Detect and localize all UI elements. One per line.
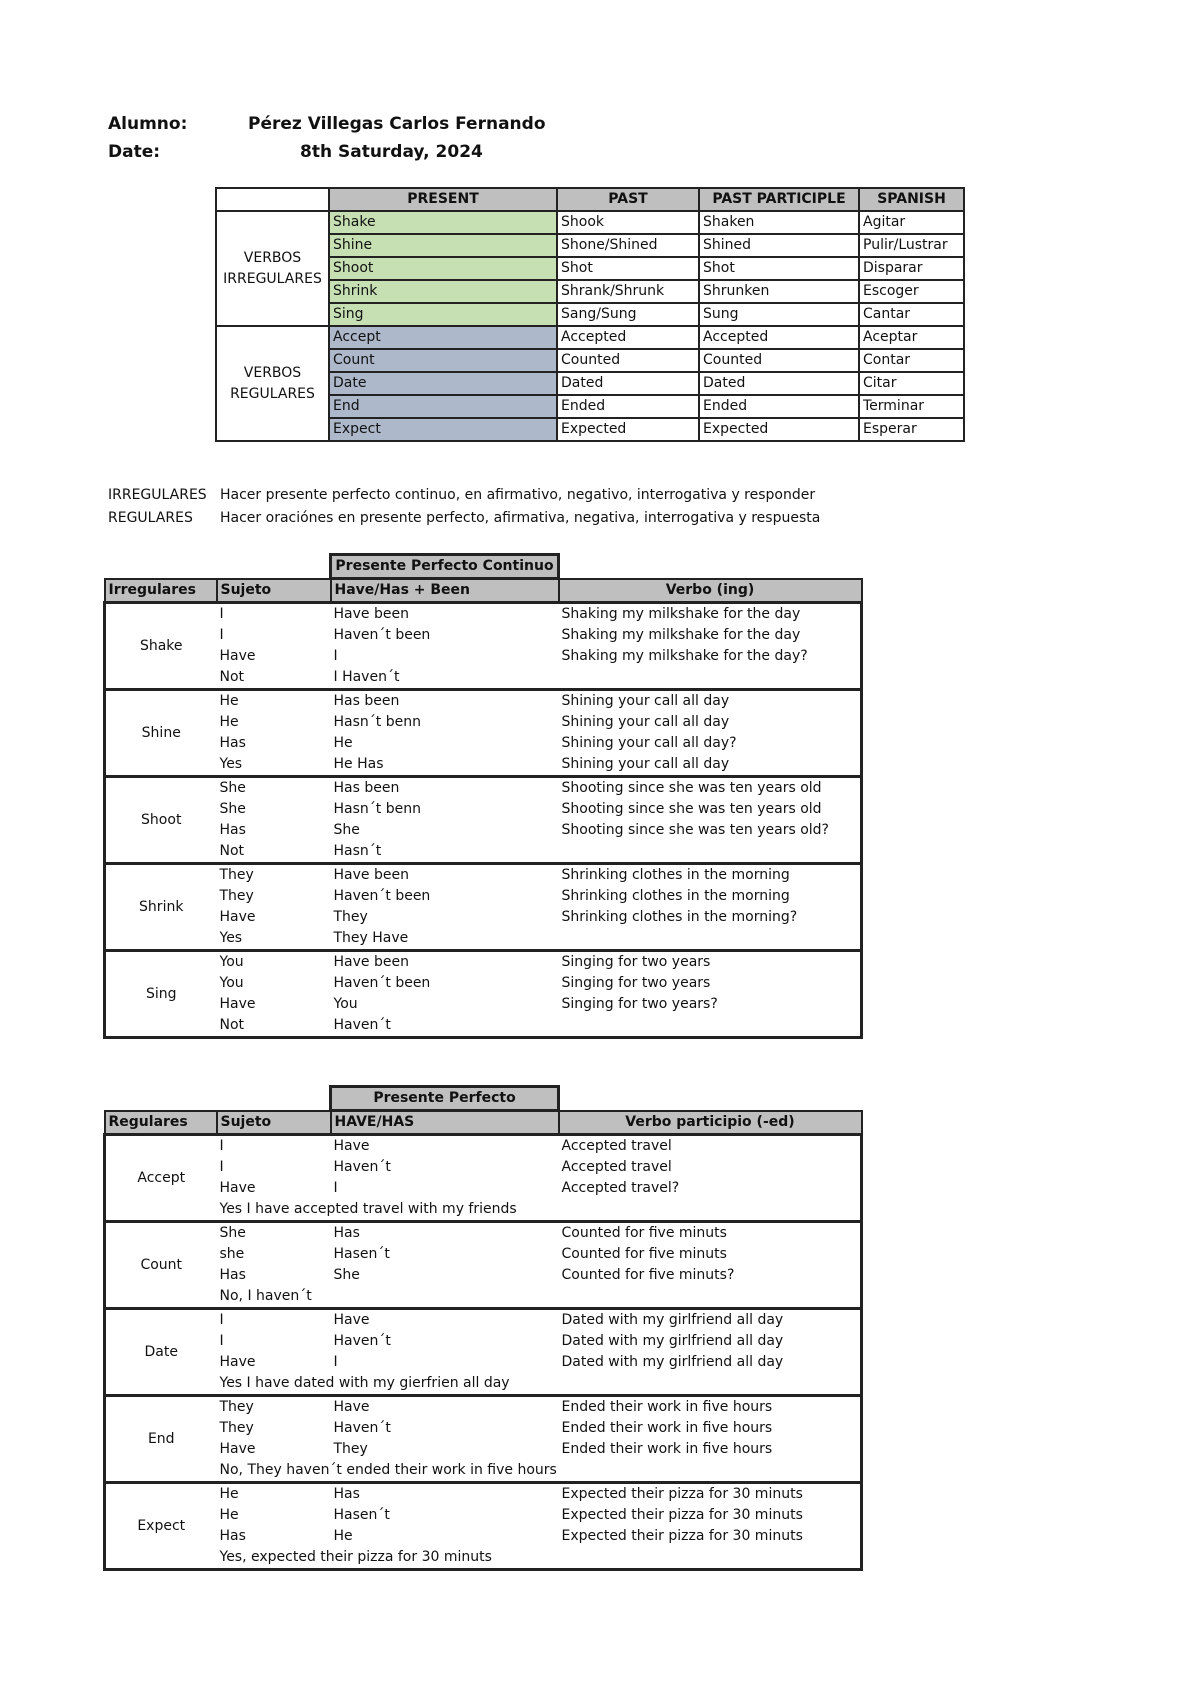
table-row	[105, 973, 862, 994]
table-row	[105, 754, 862, 777]
table-row	[105, 1526, 862, 1547]
header-row	[105, 579, 862, 603]
auxiliary-cell: You	[333, 996, 358, 1012]
table-row	[105, 1157, 862, 1178]
verb-present: Shoot	[329, 257, 557, 280]
subject-cell: Has	[219, 1528, 246, 1544]
verb-group-label: VERBOS IRREGULARES	[216, 211, 329, 326]
verb-phrase-cell: Expected their pizza for 30 minuts	[561, 1507, 803, 1523]
auxiliary-cell: I	[333, 1180, 338, 1196]
subject-cell: She	[219, 801, 246, 817]
answer-row	[105, 1373, 862, 1396]
table-row	[105, 733, 862, 754]
verb-phrase-cell: Shining your call all day	[561, 756, 730, 772]
present-perfect-table	[103, 1085, 863, 1571]
subject-cell: she	[219, 1246, 245, 1262]
auxiliary-cell: He	[333, 735, 353, 751]
verb-form: Contar	[859, 349, 964, 372]
subject-cell: Have	[219, 1441, 256, 1457]
table-row	[105, 1265, 862, 1286]
answer-row	[105, 1286, 862, 1309]
verb-form: Citar	[859, 372, 964, 395]
verb-table-corner	[216, 188, 329, 211]
table-row	[105, 1244, 862, 1265]
column-header: Have/Has + Been	[331, 579, 559, 603]
table-row	[105, 712, 862, 733]
spacer	[559, 1087, 862, 1111]
table-row	[105, 603, 862, 626]
subject-cell: Have	[219, 648, 256, 664]
verb-phrase-cell: Singing for two years?	[561, 996, 718, 1012]
block-verb: Shine	[141, 724, 181, 741]
table-row	[105, 841, 862, 864]
table-row	[105, 1222, 862, 1245]
verb-phrase-cell: Counted for five minuts	[561, 1225, 727, 1241]
spacer	[217, 1087, 331, 1111]
verb-row	[216, 234, 964, 257]
auxiliary-cell: Have	[333, 1312, 370, 1328]
spacer	[105, 1087, 217, 1111]
verb-form: Ended	[557, 395, 699, 418]
verb-form: Disparar	[859, 257, 964, 280]
block-verb: Sing	[145, 985, 177, 1002]
auxiliary-cell: He	[333, 1528, 353, 1544]
subject-cell: She	[219, 780, 246, 796]
auxiliary-cell: Have been	[333, 954, 409, 970]
verb-phrase-cell: Accepted travel?	[561, 1180, 680, 1196]
verb-phrase-cell: Shaking my milkshake for the day?	[561, 648, 808, 664]
verb-form: Shot	[699, 257, 859, 280]
verb-table-header: PRESENT	[329, 188, 557, 211]
verb-table-header: SPANISH	[859, 188, 964, 211]
verb-phrase-cell: Shrinking clothes in the morning	[561, 888, 790, 904]
verb-row	[216, 395, 964, 418]
column-header: Regulares	[105, 1111, 217, 1135]
answer-cell: Yes I have dated with my gierfrien all day	[219, 1375, 510, 1391]
spacer	[217, 555, 331, 579]
verb-phrase-cell: Ended their work in five hours	[561, 1399, 773, 1415]
subject-cell: Not	[219, 669, 245, 685]
subject-cell: Not	[219, 843, 245, 859]
verb-phrase-cell: Singing for two years	[561, 954, 711, 970]
alumno-name: Pérez Villegas Carlos Fernando	[248, 114, 546, 134]
subject-cell: Have	[219, 996, 256, 1012]
verb-row	[216, 418, 964, 441]
verb-phrase-cell: Shining your call all day?	[561, 735, 737, 751]
auxiliary-cell: They Have	[333, 930, 409, 946]
auxiliary-cell: Has	[333, 1225, 360, 1241]
auxiliary-cell: I	[333, 648, 338, 664]
subject-cell: He	[219, 1507, 239, 1523]
verb-form: Shrank/Shrunk	[557, 280, 699, 303]
verb-form: Terminar	[859, 395, 964, 418]
subject-cell: You	[219, 954, 244, 970]
verb-table-header-row	[216, 188, 964, 211]
table-row	[105, 1309, 862, 1332]
auxiliary-cell: Hasn´t benn	[333, 714, 421, 730]
table-row	[105, 1331, 862, 1352]
verb-phrase-cell: Shooting since she was ten years old?	[561, 822, 829, 838]
auxiliary-cell: Hasen´t	[333, 1246, 390, 1262]
verb-block	[105, 864, 862, 951]
verb-phrase-cell: Singing for two years	[561, 975, 711, 991]
verb-row	[216, 372, 964, 395]
verb-present: Shine	[329, 234, 557, 257]
verb-table-header: PAST	[557, 188, 699, 211]
table-row	[105, 864, 862, 887]
auxiliary-cell: Have	[333, 1138, 370, 1154]
verb-form: Dated	[699, 372, 859, 395]
verb-group-label: VERBOS REGULARES	[216, 326, 329, 441]
subject-cell: I	[219, 1312, 224, 1328]
verb-form: Expected	[557, 418, 699, 441]
table-row	[105, 994, 862, 1015]
verb-form: Shone/Shined	[557, 234, 699, 257]
verb-block	[105, 1309, 862, 1396]
verb-form: Esperar	[859, 418, 964, 441]
verb-form: Accepted	[557, 326, 699, 349]
block-verb: Accept	[137, 1169, 186, 1186]
auxiliary-cell: She	[333, 822, 360, 838]
verb-block	[105, 1135, 862, 1222]
verb-phrase-cell: Shooting since she was ten years old	[561, 780, 822, 796]
verb-phrase-cell: Shooting since she was ten years old	[561, 801, 822, 817]
verb-block	[105, 951, 862, 1038]
verb-present: Shake	[329, 211, 557, 234]
table-row	[105, 1352, 862, 1373]
subject-cell: Yes	[219, 756, 243, 772]
column-header: Sujeto	[217, 1111, 331, 1135]
verb-block	[105, 603, 862, 690]
verb-form: Expected	[699, 418, 859, 441]
table-row	[105, 1135, 862, 1158]
auxiliary-cell: I	[333, 1354, 338, 1370]
verb-present: Expect	[329, 418, 557, 441]
auxiliary-cell: Haven´t been	[333, 975, 431, 991]
verb-block	[105, 1222, 862, 1309]
verb-form: Aceptar	[859, 326, 964, 349]
subject-cell: She	[219, 1225, 246, 1241]
auxiliary-cell: Haven´t	[333, 1333, 391, 1349]
verb-present: Count	[329, 349, 557, 372]
verb-phrase-cell: Shining your call all day	[561, 693, 730, 709]
verb-form: Pulir/Lustrar	[859, 234, 964, 257]
auxiliary-cell: They	[333, 909, 368, 925]
block-verb: End	[147, 1430, 175, 1447]
alumno-label: Alumno:	[108, 114, 188, 134]
header-row	[105, 1111, 862, 1135]
verb-block	[105, 777, 862, 864]
verb-form: Shrunken	[699, 280, 859, 303]
verb-phrase-cell	[559, 667, 862, 690]
auxiliary-cell: Has been	[333, 693, 400, 709]
verb-form: Dated	[557, 372, 699, 395]
table-row	[105, 625, 862, 646]
verb-block	[105, 1396, 862, 1483]
verb-block	[105, 1483, 862, 1570]
answer-cell: No, I haven´t	[219, 1288, 312, 1304]
table-title: Presente Perfecto Continuo	[331, 555, 559, 579]
auxiliary-cell: Haven´t been	[333, 627, 431, 643]
auxiliary-cell: Haven´t	[333, 1017, 391, 1033]
verb-phrase-cell	[559, 1015, 862, 1038]
verb-row	[216, 280, 964, 303]
table-title: Presente Perfecto	[331, 1087, 559, 1111]
answer-row	[105, 1547, 862, 1570]
auxiliary-cell: Have been	[333, 606, 409, 622]
table-row	[105, 1396, 862, 1419]
column-header: Verbo participio (-ed)	[559, 1111, 862, 1135]
subject-cell: I	[219, 627, 224, 643]
subject-cell: They	[219, 867, 254, 883]
auxiliary-cell: I Haven´t	[333, 669, 400, 685]
verb-phrase-cell: Accepted travel	[561, 1138, 672, 1154]
verb-phrase-cell: Dated with my girlfriend all day	[561, 1312, 784, 1328]
subject-cell: I	[219, 1138, 224, 1154]
table-row	[105, 1439, 862, 1460]
block-verb: Expect	[137, 1517, 186, 1534]
subject-cell: I	[219, 1333, 224, 1349]
continuous-head	[105, 555, 862, 603]
verb-phrase-cell: Expected their pizza for 30 minuts	[561, 1528, 803, 1544]
verb-present: Accept	[329, 326, 557, 349]
verb-phrase-cell: Counted for five minuts	[561, 1246, 727, 1262]
table-row	[105, 1418, 862, 1439]
date-value: 8th Saturday, 2024	[300, 142, 483, 162]
auxiliary-cell: Hasn´t	[333, 843, 382, 859]
block-verb: Date	[144, 1343, 178, 1360]
instruction-label-regulares: REGULARES	[108, 510, 193, 526]
verb-form: Shaken	[699, 211, 859, 234]
auxiliary-cell: Haven´t	[333, 1420, 391, 1436]
verb-phrase-cell	[559, 928, 862, 951]
verb-present: Sing	[329, 303, 557, 326]
verb-row	[216, 211, 964, 234]
subject-cell: He	[219, 693, 239, 709]
auxiliary-cell: Haven´t	[333, 1159, 391, 1175]
verb-form: Accepted	[699, 326, 859, 349]
verb-row	[216, 303, 964, 326]
table-row	[105, 1015, 862, 1038]
subject-cell: Yes	[219, 930, 243, 946]
verb-phrase-cell: Shrinking clothes in the morning?	[561, 909, 798, 925]
verb-present: End	[329, 395, 557, 418]
verb-form: Sung	[699, 303, 859, 326]
table-row	[105, 646, 862, 667]
verb-phrase-cell: Shaking my milkshake for the day	[561, 606, 801, 622]
verb-form: Escoger	[859, 280, 964, 303]
block-verb: Count	[140, 1256, 183, 1273]
verb-form: Counted	[699, 349, 859, 372]
answer-cell: Yes, expected their pizza for 30 minuts	[219, 1549, 492, 1565]
subject-cell: Has	[219, 822, 246, 838]
subject-cell: Has	[219, 1267, 246, 1283]
auxiliary-cell: Hasn´t benn	[333, 801, 421, 817]
date-label: Date:	[108, 142, 161, 162]
verb-phrase-cell: Shrinking clothes in the morning	[561, 867, 790, 883]
verb-form: Shook	[557, 211, 699, 234]
auxiliary-cell: Hasen´t	[333, 1507, 390, 1523]
answer-cell: No, They haven´t ended their work in five hours	[219, 1462, 557, 1478]
table-row	[105, 777, 862, 800]
auxiliary-cell: She	[333, 1267, 360, 1283]
verb-phrase-cell: Dated with my girlfriend all day	[561, 1333, 784, 1349]
perfect-head	[105, 1087, 862, 1135]
instruction-text-regulares: Hacer oraciónes en presente perfecto, afirmativa, negativa, interrogativa y respuesta	[220, 510, 821, 526]
block-verb: Shrink	[139, 898, 184, 915]
auxiliary-cell: They	[333, 1441, 368, 1457]
table-row	[105, 951, 862, 974]
auxiliary-cell: Haven´t been	[333, 888, 431, 904]
subject-cell: I	[219, 606, 224, 622]
verb-present: Date	[329, 372, 557, 395]
table-row	[105, 907, 862, 928]
title-row	[105, 1087, 862, 1111]
table-row	[105, 667, 862, 690]
auxiliary-cell: He Has	[333, 756, 384, 772]
auxiliary-cell: Has	[333, 1486, 360, 1502]
verb-form: Shined	[699, 234, 859, 257]
verb-phrase-cell: Shining your call all day	[561, 714, 730, 730]
table-row	[105, 886, 862, 907]
table-row	[105, 928, 862, 951]
verb-table-header: PAST PARTICIPLE	[699, 188, 859, 211]
subject-cell: Have	[219, 1180, 256, 1196]
verb-row	[216, 349, 964, 372]
verb-phrase-cell: Ended their work in five hours	[561, 1441, 773, 1457]
column-header: Sujeto	[217, 579, 331, 603]
verb-phrase-cell: Expected their pizza for 30 minuts	[561, 1486, 803, 1502]
subject-cell: Have	[219, 1354, 256, 1370]
verb-form: Cantar	[859, 303, 964, 326]
verb-phrase-cell: Shaking my milkshake for the day	[561, 627, 801, 643]
verb-row	[216, 326, 964, 349]
verb-form: Ended	[699, 395, 859, 418]
subject-cell: They	[219, 1420, 254, 1436]
table-row	[105, 820, 862, 841]
verb-phrase-cell: Ended their work in five hours	[561, 1420, 773, 1436]
auxiliary-cell: Have been	[333, 867, 409, 883]
block-verb: Shake	[139, 637, 183, 654]
verb-form: Agitar	[859, 211, 964, 234]
verb-form: Counted	[557, 349, 699, 372]
subject-cell: They	[219, 1399, 254, 1415]
auxiliary-cell: Has been	[333, 780, 400, 796]
column-header: Verbo (ing)	[559, 579, 862, 603]
verb-row	[216, 257, 964, 280]
verb-phrase-cell	[559, 841, 862, 864]
auxiliary-cell: Have	[333, 1399, 370, 1415]
subject-cell: He	[219, 714, 239, 730]
verb-form: Sang/Sung	[557, 303, 699, 326]
table-row	[105, 799, 862, 820]
table-row	[105, 690, 862, 713]
answer-row	[105, 1199, 862, 1222]
table-row	[105, 1483, 862, 1506]
verb-form: Shot	[557, 257, 699, 280]
verb-block	[105, 690, 862, 777]
instruction-text-irregulares: Hacer presente perfecto continuo, en afirmativo, negativo, interrogativa y responder	[220, 487, 816, 503]
subject-cell: Have	[219, 909, 256, 925]
verb-table	[215, 187, 965, 442]
verb-phrase-cell: Accepted travel	[561, 1159, 672, 1175]
answer-row	[105, 1460, 862, 1483]
verb-phrase-cell: Dated with my girlfriend all day	[561, 1354, 784, 1370]
verb-present: Shrink	[329, 280, 557, 303]
subject-cell: Has	[219, 735, 246, 751]
subject-cell: You	[219, 975, 244, 991]
subject-cell: He	[219, 1486, 239, 1502]
column-header: HAVE/HAS	[331, 1111, 559, 1135]
answer-cell: Yes I have accepted travel with my friends	[219, 1201, 517, 1217]
instruction-label-irregulares: IRREGULARES	[108, 487, 207, 503]
spacer	[559, 555, 862, 579]
subject-cell: Not	[219, 1017, 245, 1033]
subject-cell: I	[219, 1159, 224, 1175]
spacer	[105, 555, 217, 579]
present-perfect-continuous-table	[103, 553, 863, 1039]
block-verb: Shoot	[141, 811, 182, 828]
table-row	[105, 1178, 862, 1199]
column-header: Irregulares	[105, 579, 217, 603]
subject-cell: They	[219, 888, 254, 904]
verb-phrase-cell: Counted for five minuts?	[561, 1267, 735, 1283]
title-row	[105, 555, 862, 579]
table-row	[105, 1505, 862, 1526]
